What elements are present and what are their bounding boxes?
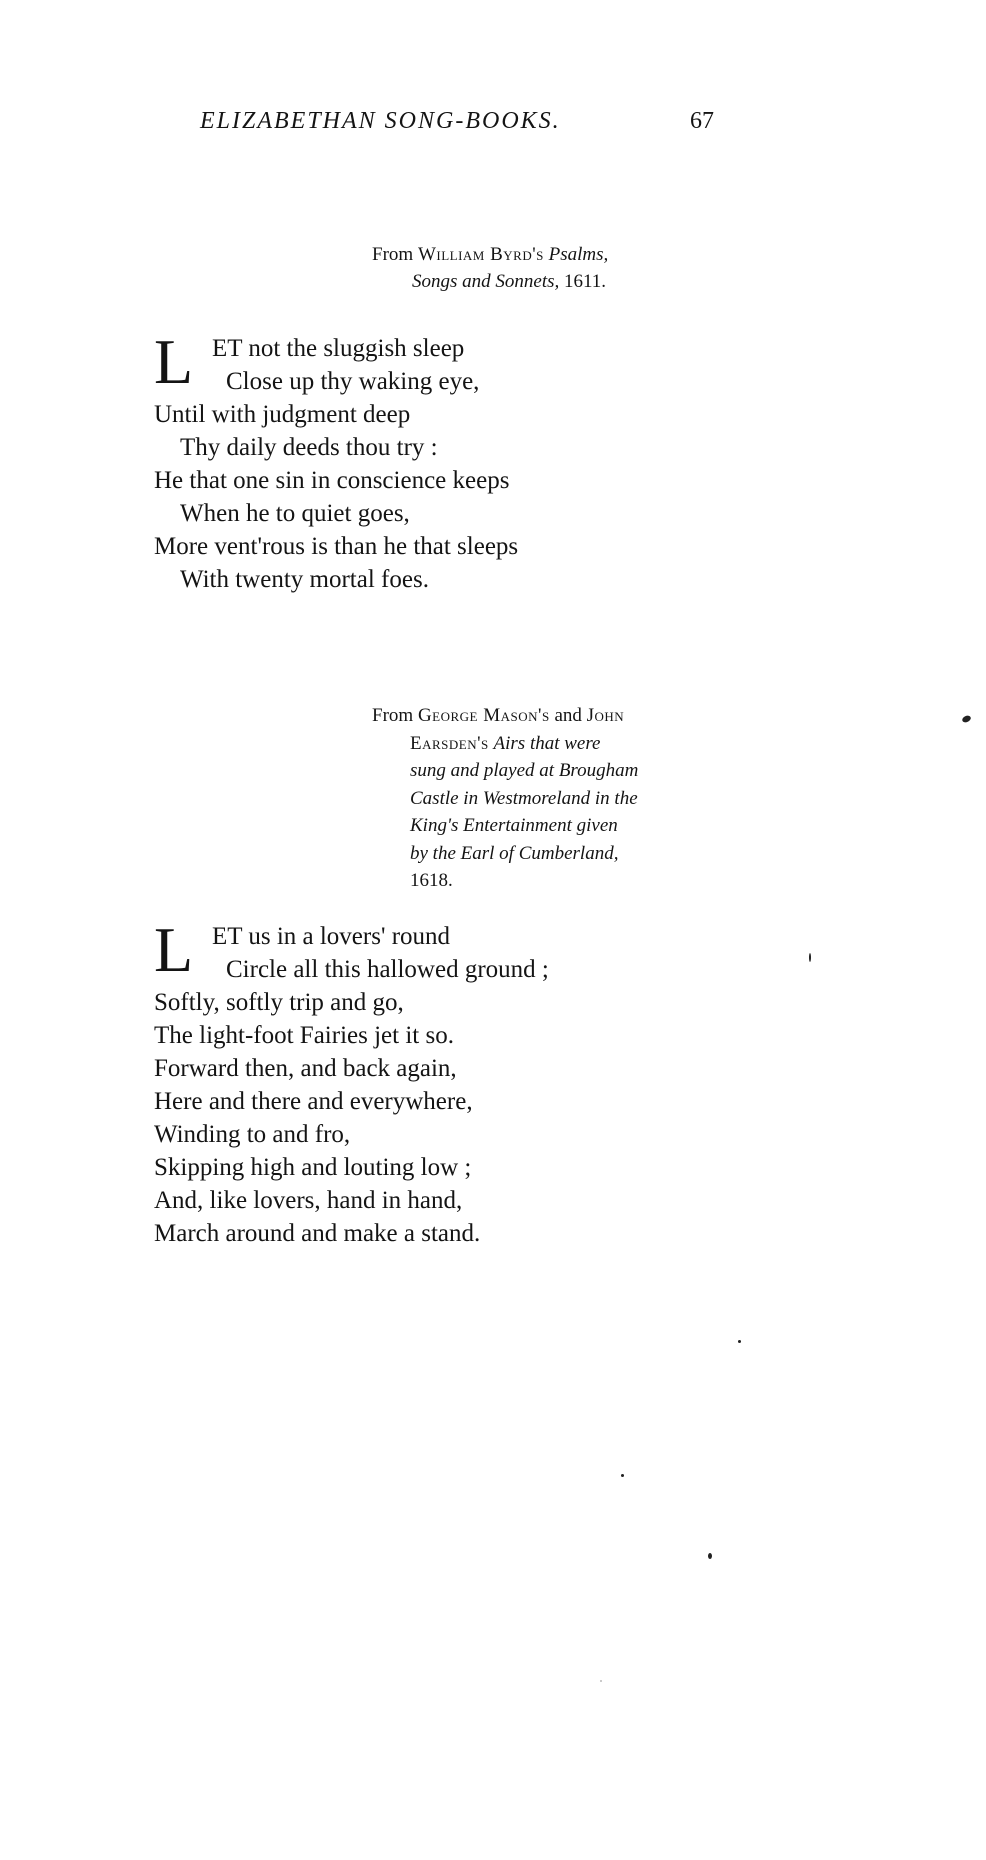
song2-source-author1: George Mason's	[417, 705, 550, 726]
song2-source-author2b: Earsden's	[410, 732, 489, 754]
poem-line: Forward then, and back again,	[154, 1055, 457, 1082]
song2-source-title-2: Castle in Westmoreland in the	[410, 787, 638, 809]
song2-source-title-4: by the Earl of Cumberland,	[410, 842, 619, 864]
song2-source-line2	[372, 730, 724, 758]
scan-speck	[621, 1474, 624, 1477]
song2-drop-cap: L	[154, 914, 194, 985]
song2-source-and: and	[549, 705, 587, 726]
scan-speck	[961, 714, 972, 723]
song2-source-line1	[372, 702, 724, 730]
song1-source-line1	[372, 241, 732, 268]
song2-poem	[154, 914, 549, 1250]
poem-line: Thy daily deeds thou try :	[180, 434, 438, 461]
song2-opening	[154, 914, 549, 986]
page-number: 67	[690, 108, 714, 134]
song2-source-title-0: Airs that were	[493, 732, 601, 754]
song1-poem	[154, 326, 519, 596]
song1-source-from: From	[372, 244, 418, 265]
poem-line: ET us in a lovers' round	[212, 923, 451, 950]
song2-source-from: From	[372, 705, 418, 726]
song2-source-title-1: sung and played at Brougham	[410, 760, 639, 781]
song2-source	[372, 702, 724, 895]
poem-line: He that one sin in conscience keeps	[154, 467, 510, 494]
song1-source-year: 1611.	[564, 271, 607, 292]
poem-line: ET not the sluggish sleep	[212, 335, 465, 362]
poem-line: Skipping high and louting low ;	[154, 1154, 472, 1181]
poem-line: Winding to and fro,	[154, 1121, 351, 1148]
song1-source-title-a: Psalms,	[548, 244, 609, 265]
scan-speck	[809, 953, 811, 962]
scan-speck	[708, 1553, 712, 1559]
song2-source-author2: John	[586, 705, 625, 726]
song1-source	[372, 241, 732, 295]
song1-drop-cap: L	[154, 326, 194, 397]
poem-line: Close up thy waking eye,	[226, 368, 480, 395]
running-head: ELIZABETHAN SONG-BOOKS.	[200, 108, 561, 134]
scan-speck	[600, 1680, 602, 1682]
poem-line: Softly, softly trip and go,	[154, 989, 404, 1016]
poem-line: When he to quiet goes,	[180, 500, 410, 527]
song1-opening	[154, 326, 518, 398]
poem-line: With twenty mortal foes.	[180, 566, 429, 593]
song1-source-line2	[372, 268, 732, 295]
poem-line: Circle all this hallowed ground ;	[226, 956, 549, 983]
scan-speck	[738, 1340, 741, 1343]
song1-source-title-b: Songs and Sonnets,	[412, 271, 560, 292]
poem-line: March around and make a stand.	[154, 1220, 481, 1247]
poem-line: More vent'rous is than he that sleeps	[154, 533, 519, 560]
song1-source-author: William Byrd's	[417, 244, 544, 265]
song2-source-title-3: King's Entertainment given	[410, 815, 618, 836]
poem-line: Here and there and everywhere,	[154, 1088, 473, 1115]
poem-line: The light-foot Fairies jet it so.	[154, 1022, 454, 1049]
poem-line: And, like lovers, hand in hand,	[154, 1187, 463, 1214]
poem-line: Until with judgment deep	[154, 401, 411, 428]
song2-source-year: 1618.	[410, 870, 453, 891]
